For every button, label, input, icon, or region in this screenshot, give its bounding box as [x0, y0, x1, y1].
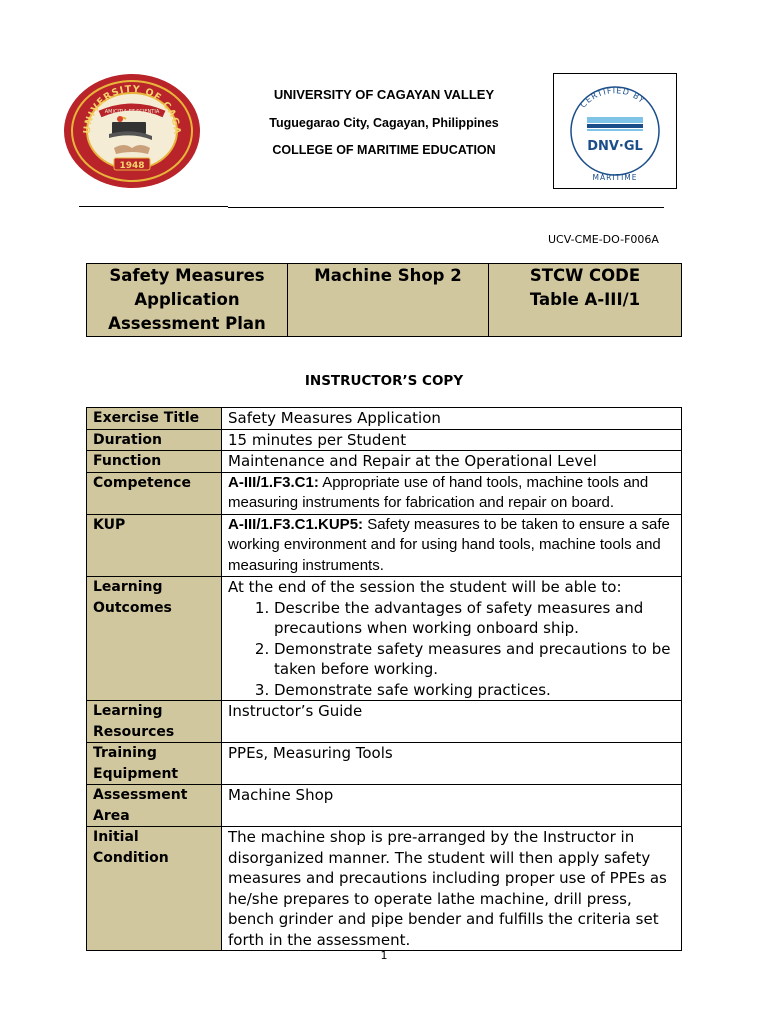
table-row: [87, 451, 682, 473]
row-value: [222, 514, 682, 577]
row-value: [222, 577, 682, 701]
stcw-cell: [489, 264, 682, 337]
shop-name: Machine Shop 2: [314, 266, 462, 285]
row-value: Machine Shop: [222, 785, 682, 827]
stcw-code: STCW CODE: [529, 266, 641, 285]
row-label: Exercise Title: [87, 408, 222, 430]
row-label: Training Equipment: [87, 743, 222, 785]
row-value: Instructor’s Guide: [222, 701, 682, 743]
row-label: Duration: [87, 429, 222, 451]
row-label: Assessment Area: [87, 785, 222, 827]
row-value: PPEs, Measuring Tools: [222, 743, 682, 785]
list-item: 3. Demonstrate safe working practices.: [274, 680, 675, 701]
competence-text: Appropriate use of hand tools, machine tools and measuring instruments for fabrication and repair on board.: [228, 473, 649, 511]
table-row: [87, 408, 682, 430]
dnv-gl-certification-logo: [553, 73, 677, 189]
title-line: Safety Measures: [109, 266, 265, 285]
title-box: [86, 263, 682, 337]
kup-text: Safety measures to be taken to ensure a safe working environment and for using hand tools, machine tools and measuring instruments.: [228, 515, 670, 574]
page-number: 1: [380, 949, 388, 962]
row-value: The machine shop is pre-arranged by the Instructor in disorganized manner. The student will then apply safety measures and precautions including proper use of PPEs as he/she prepares to operate lathe machine, drill press, bench grinder and pipe bender and fulfills the criteria set forth in the assessment.: [222, 827, 682, 951]
assessment-plan-table: [86, 407, 682, 951]
stcw-table: Table A-III/1: [529, 290, 641, 309]
title-line: Assessment Plan: [108, 314, 266, 333]
university-name: UNIVERSITY OF CAGAYAN VALLEY: [273, 87, 495, 102]
title-cell: [87, 264, 288, 337]
row-label: KUP: [87, 514, 222, 577]
table-row: [87, 577, 682, 701]
list-item: 2. Demonstrate safety measures and precautions to be taken before working.: [274, 639, 675, 680]
table-row: [87, 827, 682, 951]
row-label: Learning Outcomes: [87, 577, 222, 701]
row-value: 15 minutes per Student: [222, 429, 682, 451]
table-row: [87, 514, 682, 577]
row-value: Safety Measures Application: [222, 408, 682, 430]
table-row: [87, 785, 682, 827]
row-value: Maintenance and Repair at the Operational Level: [222, 451, 682, 473]
svg-text:MARITIME: MARITIME: [592, 173, 638, 182]
row-label: Competence: [87, 472, 222, 514]
svg-text:AMICITIA ET SCIENTIA: AMICITIA ET SCIENTIA: [104, 109, 160, 115]
college-name: COLLEGE OF MARITIME EDUCATION: [272, 143, 496, 157]
svg-text:DNV·GL: DNV·GL: [587, 139, 643, 154]
row-label: Function: [87, 451, 222, 473]
header-divider: [228, 207, 664, 208]
svg-text:1948: 1948: [119, 161, 145, 171]
table-row: [87, 429, 682, 451]
table-row: [87, 472, 682, 514]
copy-label: INSTRUCTOR’S COPY: [304, 373, 464, 389]
competence-code: A-III/1.F3.C1:: [228, 473, 319, 491]
outcomes-list: [228, 598, 675, 701]
header-divider: [79, 206, 228, 207]
university-address: Tuguegarao City, Cagayan, Philippines: [269, 116, 499, 130]
row-label: Initial Condition: [87, 827, 222, 951]
shop-cell: [288, 264, 489, 337]
svg-text:UNIVERSITY OF CAGAYAN VALLEY: UNIVERSITY OF CAGA: [81, 83, 183, 135]
svg-text:CERTIFIED BY: CERTIFIED BY: [578, 86, 647, 110]
table-row: [87, 743, 682, 785]
table-row: [87, 701, 682, 743]
title-line: Application: [134, 290, 240, 309]
row-value: [222, 472, 682, 514]
list-item: 1. Describe the advantages of safety measures and precautions when working onboard ship.: [274, 598, 675, 639]
kup-code: A-III/1.F3.C1.KUP5:: [228, 515, 364, 533]
outcomes-intro: At the end of the session the student will be able to:: [228, 578, 622, 596]
row-label: Learning Resources: [87, 701, 222, 743]
document-code: UCV-CME-DO-F006A: [548, 233, 659, 246]
